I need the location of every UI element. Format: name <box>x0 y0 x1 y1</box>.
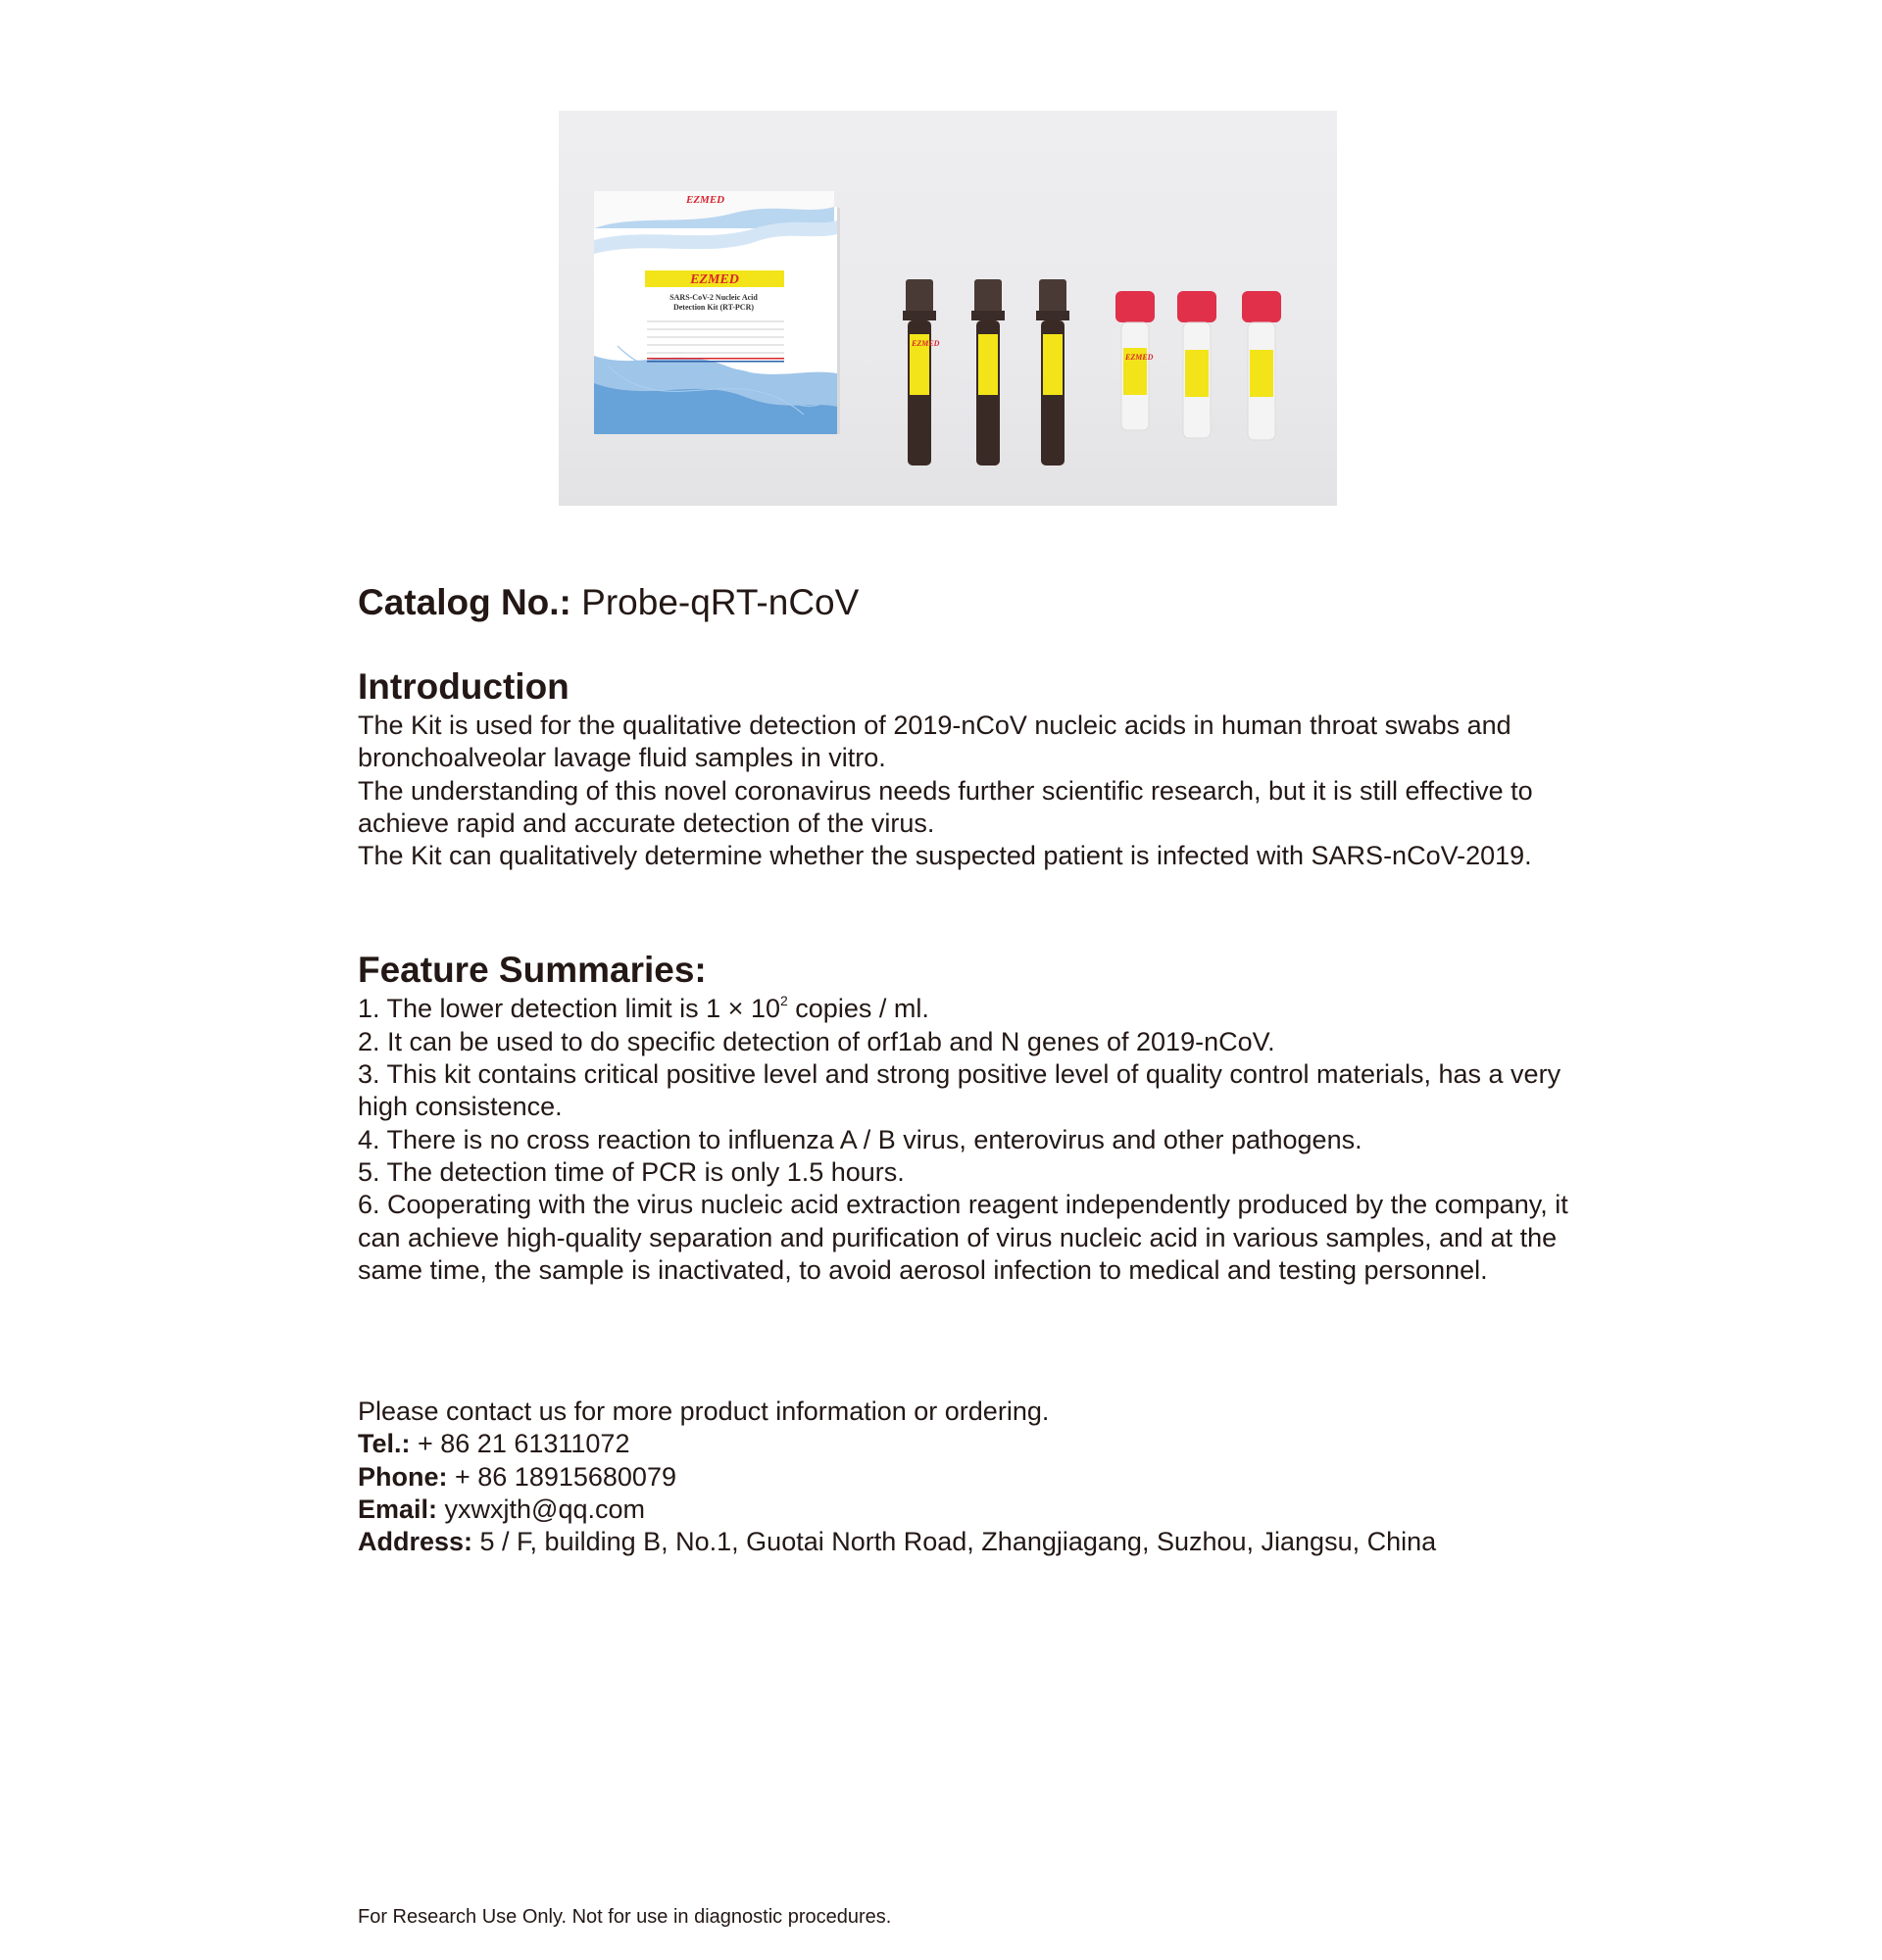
research-use-disclaimer: For Research Use Only. Not for use in diagnostic procedures. <box>358 1906 892 1928</box>
intro-paragraph-1: The Kit is used for the qualitative detection of 2019-nCoV nucleic acids in human throat swabs and bronchoalveolar lavage fluid samples in vitro. <box>358 710 1511 773</box>
tel-label: Tel.: <box>358 1429 411 1459</box>
dark-tube-2 <box>971 279 1005 466</box>
catalog-number <box>358 578 1612 627</box>
feature-item-1-text: 1. The lower detection limit is 1 × 10 <box>358 994 780 1024</box>
catalog-value: Probe-qRT-nCoV <box>570 582 860 622</box>
feature-item-3: 3. This kit contains critical positive level and strong positive level of quality control materials, has a very high consistence. <box>358 1059 1561 1122</box>
feature-item-1-exponent: 2 <box>779 993 788 1009</box>
box-title-line1: SARS-CoV-2 Nucleic Acid <box>669 293 758 302</box>
feature-item-2: 2. It can be used to do specific detection of orf1ab and N genes of 2019-nCoV. <box>358 1026 1275 1056</box>
email-label: Email: <box>358 1494 438 1525</box>
email-value[interactable]: yxwxjth@qq.com <box>437 1494 645 1525</box>
contact-intro: Please contact us for more product information or ordering. <box>358 1396 1050 1427</box>
box-title-line2: Detection Kit (RT-PCR) <box>672 303 755 312</box>
intro-paragraph-3: The Kit can qualitatively determine whether the suspected patient is infected with SARS-nCoV-2019. <box>358 841 1532 871</box>
phone-value[interactable]: + 86 18915680079 <box>447 1461 676 1492</box>
feature-item-5: 5. The detection time of PCR is only 1.5 hours. <box>358 1156 905 1187</box>
contact-email <box>358 1494 1612 1526</box>
tube-4-brand: EZMED <box>1125 353 1154 362</box>
red-cap-tube-1 <box>1115 291 1155 430</box>
features-heading: Feature Summaries: <box>358 950 707 991</box>
red-cap-tube-2 <box>1177 291 1216 438</box>
feature-item-4: 4. There is no cross reaction to influenza A / B virus, enterovirus and other pathogens. <box>358 1124 1362 1154</box>
phone-label: Phone: <box>358 1461 448 1492</box>
feature-item-6: 6. Cooperating with the virus nucleic acid extraction reagent independently produced by the company, it can achieve high-quality separation and purification of virus nucleic acid in various samples, and at the same time, the sample is inactivated, to avoid aerosol infection to medical and testing personnel. <box>358 1190 1568 1285</box>
box-top-brand: EZMED <box>686 194 725 206</box>
contact-tel <box>358 1428 1612 1460</box>
intro-paragraph-2: The understanding of this novel coronavirus needs further scientific research, but it is still effective to achieve rapid and accurate detection of the virus. <box>358 775 1533 838</box>
feature-item-1-unit: copies / ml. <box>787 994 929 1024</box>
feature-item-1 <box>358 993 1612 1025</box>
address-value: 5 / F, building B, No.1, Guotai North Road, Zhangjiagang, Suzhou, Jiangsu, China <box>472 1527 1437 1557</box>
product-kit-photo <box>559 111 1337 506</box>
introduction-heading: Introduction <box>358 666 570 707</box>
contact-info <box>358 1396 1612 1558</box>
dark-tube-1 <box>903 279 940 466</box>
catalog-label: Catalog No.: <box>358 582 571 622</box>
address-label: Address: <box>358 1527 473 1557</box>
kit-box <box>594 191 840 434</box>
red-cap-tube-3 <box>1242 291 1281 440</box>
tube-1-brand: EZMED <box>912 339 940 348</box>
contact-phone <box>358 1461 1612 1494</box>
product-description <box>358 578 1612 1559</box>
dark-tube-3 <box>1036 279 1069 466</box>
tel-value[interactable]: + 86 21 61311072 <box>410 1429 630 1459</box>
box-brand-label: EZMED <box>690 272 739 287</box>
contact-address <box>358 1526 1612 1558</box>
